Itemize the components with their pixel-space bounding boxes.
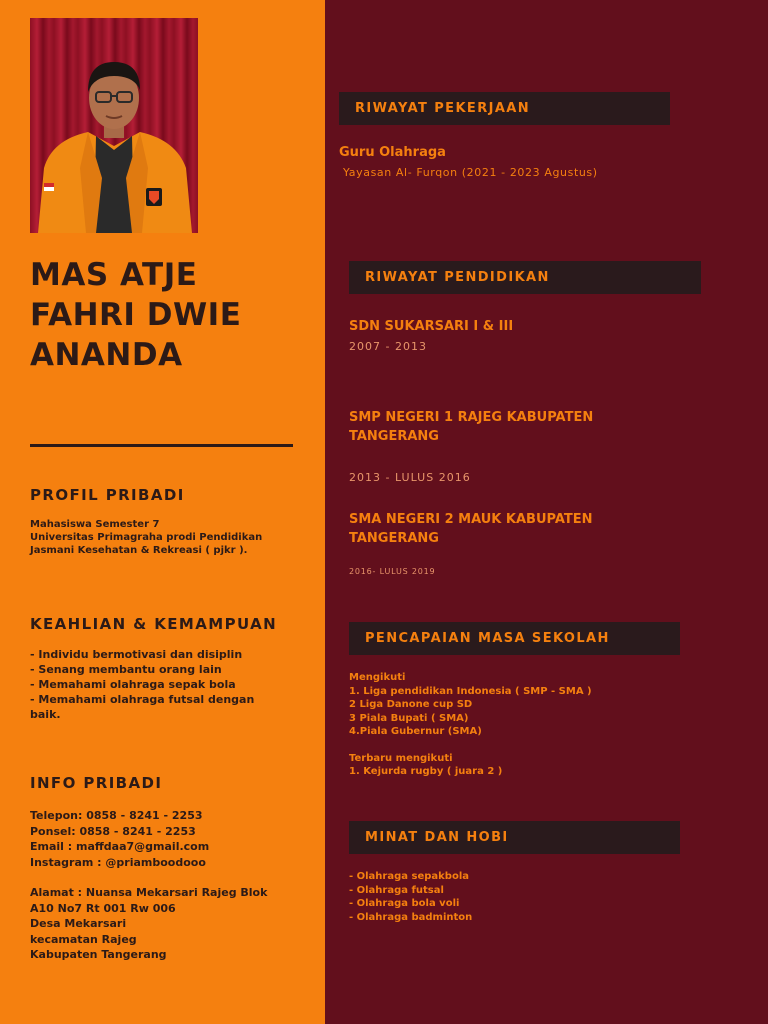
achievement-line: Terbaru mengikuti	[349, 752, 453, 764]
work-place: Yayasan Al- Furqon (2021 - 2023 Agustus)	[343, 166, 598, 179]
profile-line: Universitas Primagraha prodi Pendidikan	[30, 532, 263, 543]
full-name	[30, 255, 310, 375]
hobbies-heading-box	[349, 821, 680, 854]
mobile-line: Ponsel: 0858 - 8241 - 2253	[30, 824, 196, 838]
school-name-line: TANGERANG	[349, 531, 439, 546]
hobby-item: - Olahraga badminton	[349, 911, 473, 923]
hobby-item: - Olahraga bola voli	[349, 898, 460, 909]
school-years: 2016- LULUS 2019	[349, 567, 436, 576]
achievement-line: 3 Piala Bupati ( SMA)	[349, 712, 469, 724]
school-name	[349, 317, 513, 336]
achievement-line: Mengikuti	[349, 672, 406, 683]
achievement-line: 4.Piala Gubernur (SMA)	[349, 726, 482, 737]
address-line: A10 No7 Rt 001 Rw 006	[30, 901, 176, 915]
achievements-list	[349, 671, 592, 779]
school-name-line: TANGERANG	[349, 429, 439, 444]
name-line: MAS ATJE	[30, 257, 198, 293]
name-divider	[30, 444, 293, 447]
hobby-item: - Olahraga sepakbola	[349, 871, 469, 882]
school-name	[349, 408, 593, 446]
achievements-heading: PENCAPAIAN MASA SEKOLAH	[365, 631, 610, 646]
name-line: FAHRI DWIE	[30, 297, 242, 333]
school-name-line: SMP NEGERI 1 RAJEG KABUPATEN	[349, 410, 594, 425]
hobbies-heading: MINAT DAN HOBI	[365, 830, 509, 845]
school-name-line: SMA NEGERI 2 MAUK KABUPATEN	[349, 512, 593, 527]
achievement-line: 2 Liga Danone cup SD	[349, 699, 473, 710]
skill-item: - Memahami olahraga futsal dengan	[30, 693, 255, 706]
skill-item: - Memahami olahraga sepak bola	[30, 678, 236, 691]
work-title: Guru Olahraga	[339, 145, 446, 160]
profile-line: Jasmani Kesehatan & Rekreasi ( pjkr ).	[30, 545, 248, 556]
skills-list	[30, 647, 254, 722]
address-line: Desa Mekarsari	[30, 917, 127, 930]
achievement-line: 1. Kejurda rugby ( juara 2 )	[349, 766, 503, 777]
achievements-heading-box	[349, 622, 680, 655]
hobby-item: - Olahraga futsal	[349, 884, 444, 896]
address-line: Alamat : Nuansa Mekarsari Rajeg Blok	[30, 886, 268, 899]
profile-heading: PROFIL PRIBADI	[30, 486, 185, 504]
school-name-line: SDN SUKARSARI I & III	[349, 319, 514, 334]
profile-line: Mahasiswa Semester 7	[30, 519, 160, 530]
instagram-line: Instagram : @priamboodooo	[30, 855, 206, 869]
hobbies-list	[349, 870, 472, 924]
achievement-line: 1. Liga pendidikan Indonesia ( SMP - SMA )	[349, 685, 592, 697]
address-line: Kabupaten Tangerang	[30, 948, 167, 961]
name-line: ANANDA	[30, 337, 183, 373]
skill-item: baik.	[30, 708, 61, 721]
school-years: 2013 - LULUS 2016	[349, 471, 471, 484]
address-line: kecamatan Rajeg	[30, 932, 137, 946]
school-name	[349, 510, 593, 548]
email-line: Email : maffdaa7@gmail.com	[30, 840, 210, 853]
info-text	[30, 808, 267, 963]
education-heading-box	[349, 261, 701, 294]
work-heading: RIWAYAT PEKERJAAN	[355, 101, 531, 116]
profile-photo	[30, 18, 198, 233]
work-heading-box	[339, 92, 670, 125]
info-heading: INFO PRIBADI	[30, 774, 163, 792]
skill-item: - Senang membantu orang lain	[30, 663, 222, 676]
skill-item: - Individu bermotivasi dan disiplin	[30, 648, 243, 661]
education-heading: RIWAYAT PENDIDIKAN	[365, 270, 550, 285]
skills-heading: KEAHLIAN & KEMAMPUAN	[30, 615, 278, 633]
profile-text	[30, 518, 262, 557]
phone-line: Telepon: 0858 - 8241 - 2253	[30, 809, 203, 822]
school-years: 2007 - 2013	[349, 340, 427, 353]
